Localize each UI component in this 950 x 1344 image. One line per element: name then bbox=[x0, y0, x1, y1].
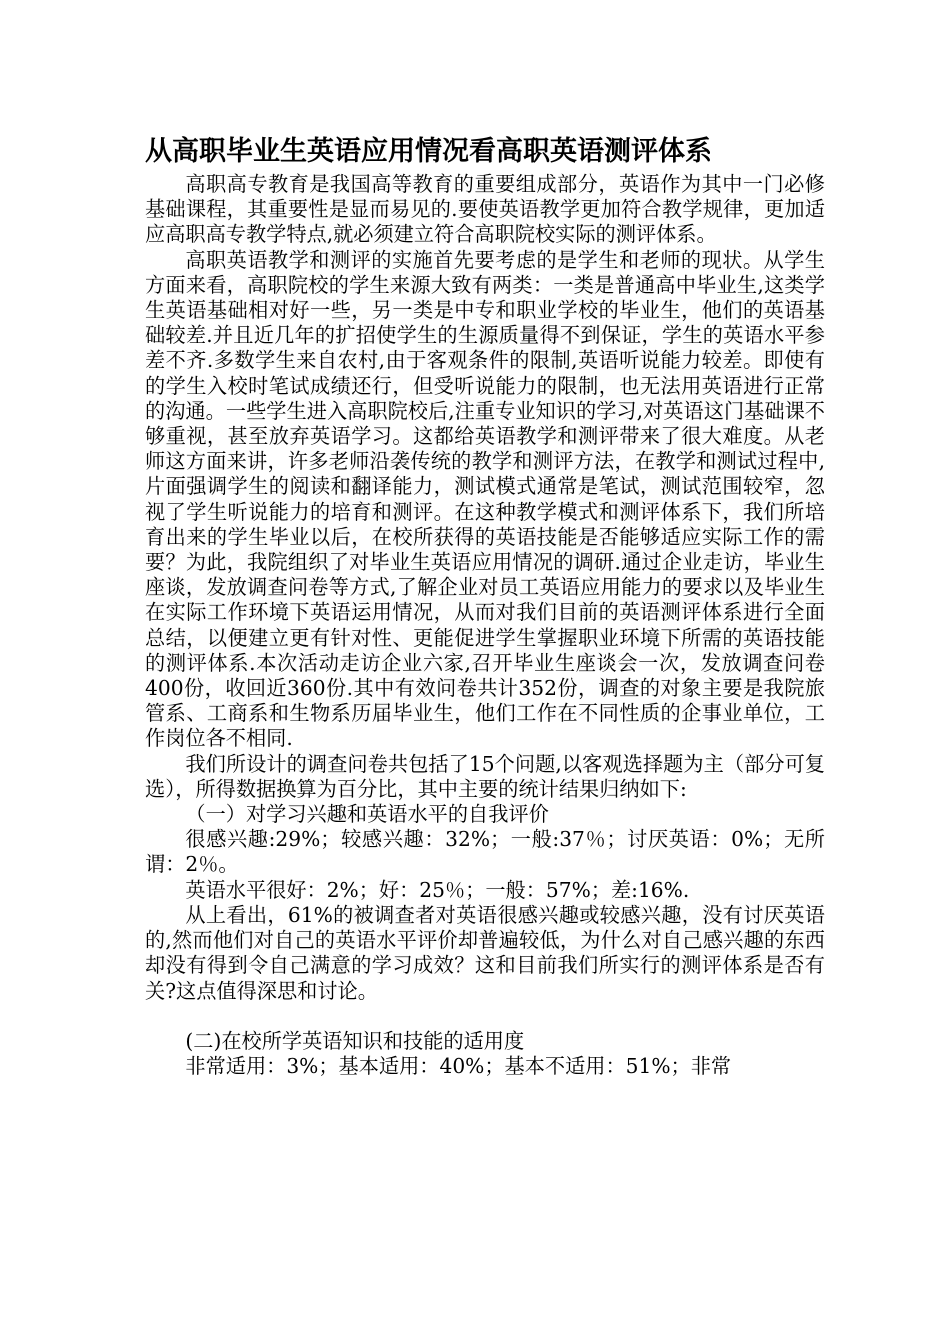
section-heading-interest: （一）对学习兴趣和英语水平的自我评价 bbox=[185, 802, 549, 827]
document-title: 从高职毕业生英语应用情况看高职英语测评体系 bbox=[145, 136, 712, 167]
paragraph-current-situation: 高职英语教学和测评的实施首先要考虑的是学生和老师的现状。从学生方面来看，高职院校的学生来源大致有两类：一类是普通高中毕业生,这类学生英语基础相对好一些，另一类是中专和职业学校的毕业生，他们的英语基础较差.并且近几年的扩招使学生的生源质量得不到保证，学生的英语水平参差不齐.多数学生来自农村,由于客观条件的限制,英语听说能力较差。即使有的学生入校时笔试成绩还行，但受听说能力的限制，也无法用英语进行正常的沟通。一些学生进入高职院校后,注重专业知识的学习,对英语这门基础课不够重视，甚至放弃英语学习。这都给英语教学和测评带来了很大难度。从老师这方面来讲，许多老师沿袭传统的教学和测评方法，在教学和测试过程中,片面强调学生的阅读和翻译能力，测试模式通常是笔试，测试范围较窄，忽视了学生听说能力的培育和测评。在这种教学模式和测评体系下，我们所培育出来的学生毕业以后，在校所获得的英语技能是否能够适应实际工作的需要？为此，我院组织了对毕业生英语应用情况的调研.通过企业走访，毕业生座谈，发放调查问卷等方式,了解企业对员工英语应用能力的要求以及毕业生在实际工作环境下英语运用情况，从而对我们目前的英语测评体系进行全面总结，以便建立更有针对性、更能促进学生掌握职业环境下所需的英语技能的测评体系.本次活动走访企业六家,召开毕业生座谈会一次，发放调查问卷400份，收回近360份.其中有效问卷共计352份，调查的对象主要是我院旅管系、工商系和生物系历届毕业生，他们工作在不同性质的企事业单位，工作岗位各不相同. bbox=[145, 247, 825, 751]
paragraph-survey-design: 我们所设计的调查问卷共包括了15个问题,以客观选择题为主（部分可复选），所得数据换算为百分比，其中主要的统计结果归纳如下: bbox=[145, 751, 825, 801]
paragraph-intro: 高职高专教育是我国高等教育的重要组成部分，英语作为其中一门必修基础课程，其重要性是显而易见的.要使英语教学更加符合教学规律，更加适应高职高专教学特点,就必须建立符合高职院校实际的测评体系。 bbox=[145, 172, 825, 247]
blank-line bbox=[145, 1004, 825, 1029]
document-body bbox=[145, 172, 825, 1079]
paragraph-interest-analysis: 从上看出，61%的被调查者对英语很感兴趣或较感兴趣，没有讨厌英语的,然而他们对自己的英语水平评价却普遍较低，为什么对自己感兴趣的东西却没有得到令自己满意的学习成效？这和目前我们所实行的测评体系是否有关?这点值得深思和讨论。 bbox=[145, 902, 825, 1003]
section-heading-applicability: (二)在校所学英语知识和技能的适用度 bbox=[185, 1028, 525, 1053]
paragraph-level-stats: 英语水平很好：2%；好：25％；一般：57%；差:16%. bbox=[185, 877, 690, 902]
paragraph-interest-stats: 很感兴趣:29%；较感兴趣：32%；一般:37％；讨厌英语：0%；无所谓：2％。 bbox=[145, 827, 825, 877]
paragraph-applicability-stats: 非常适用：3%；基本适用：40%；基本不适用：51%；非常 bbox=[185, 1054, 732, 1079]
